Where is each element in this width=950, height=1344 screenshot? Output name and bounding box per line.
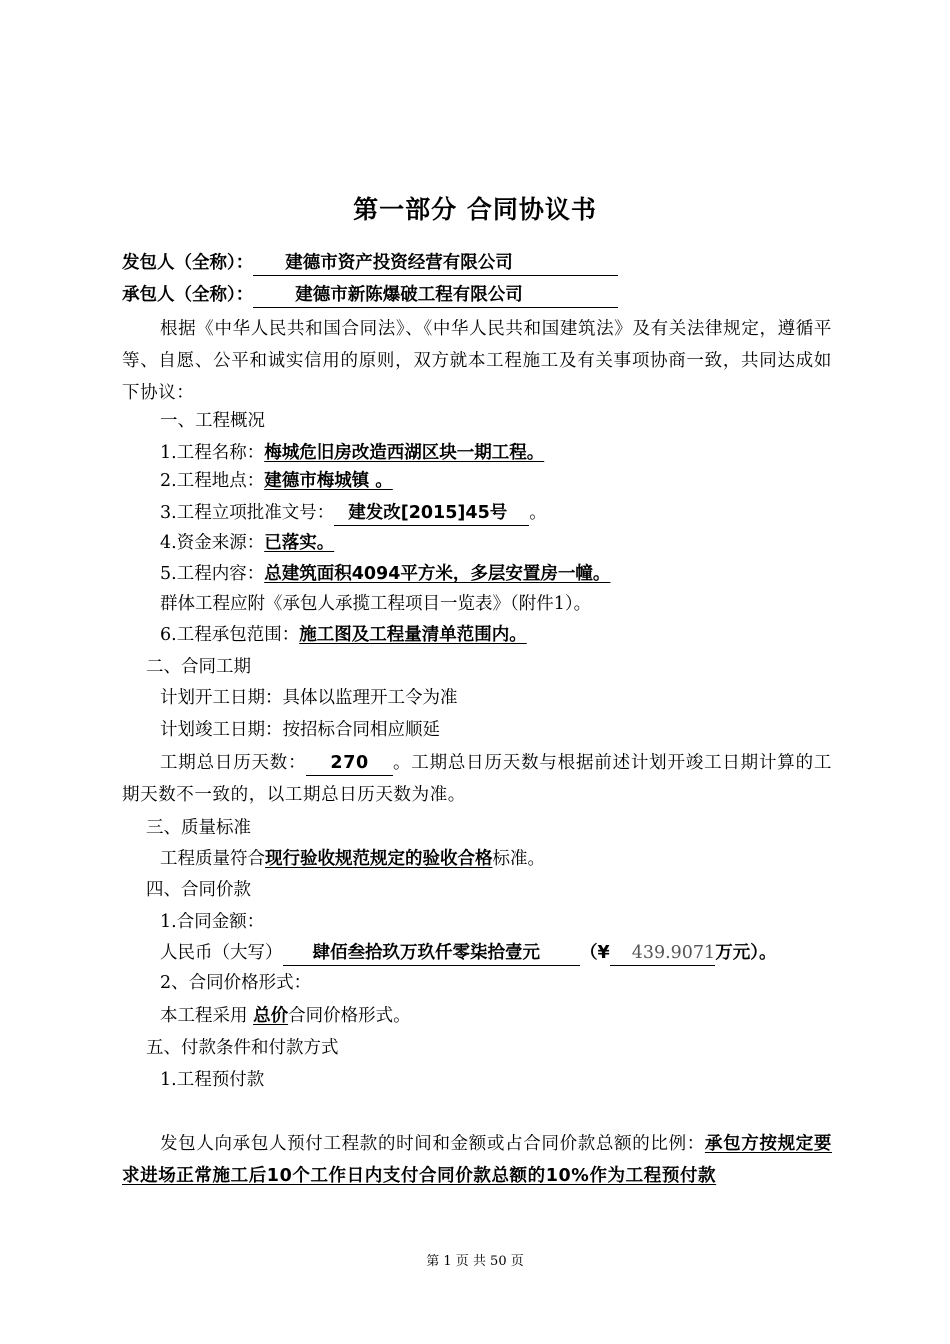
fund-line	[160, 528, 334, 558]
employer-value: 建德市资产投资经营有限公司	[253, 251, 618, 276]
project-name-value: 梅城危旧房改造西湖区块一期工程。	[264, 443, 545, 463]
fund-label: 4.资金来源：	[160, 533, 265, 553]
employer-label: 发包人（全称）：	[122, 253, 254, 273]
section-4-heading: 四、合同价款	[146, 880, 251, 900]
days-text: 。工期总日历天数与根据前述计划开竣工日期计算的工期天数不一致的，以工期总日历天数为准。	[122, 753, 832, 805]
yen-post: 万元）。	[715, 943, 777, 963]
planned-end: 计划竣工日期：按招标合同相应顺延	[160, 720, 440, 740]
rmb-label: 人民币（大写）	[160, 943, 283, 963]
price-form-line	[160, 1001, 411, 1031]
advance-payment-label: 1.工程预付款	[160, 1070, 265, 1090]
yen-value: 439.9071	[610, 941, 716, 966]
days-paragraph	[122, 747, 832, 811]
quality-post: 标准。	[492, 849, 545, 869]
rmb-line	[160, 938, 776, 968]
scope-label: 6.工程承包范围：	[160, 625, 300, 645]
advance-para-value: 承包方按规定要求进场正常施工后10个工作日内支付合同价款总额的10%作为工程预付款	[122, 1134, 833, 1186]
section-2-heading: 二、合同工期	[146, 657, 251, 677]
approval-end: 。	[529, 503, 547, 523]
section-5-heading: 五、付款条件和付款方式	[146, 1038, 339, 1058]
content-value: 总建筑面积4094平方米，多层安置房一幢。	[264, 564, 611, 584]
project-place-label: 2.工程地点：	[160, 471, 265, 491]
advance-paragraph	[122, 1128, 832, 1192]
price-form-post: 合同价格形式。	[288, 1006, 411, 1026]
fund-value: 已落实。	[264, 533, 335, 553]
intro-paragraph: 根据《中华人民共和国合同法》、《中华人民共和国建筑法》及有关法律规定，遵循平等、自愿、公平和诚实信用的原则，双方就本工程施工及有关事项协商一致，共同达成如下协议：	[122, 319, 832, 403]
quality-pre: 工程质量符合	[160, 849, 265, 869]
scope-value: 施工图及工程量清单范围内。	[299, 625, 527, 645]
content-line	[160, 559, 610, 589]
planned-start: 计划开工日期：具体以监理开工令为准	[160, 688, 458, 708]
price-form-value: 总价	[253, 1006, 289, 1026]
rmb-value: 肆佰叁拾玖万玖仟零柒拾壹元	[283, 941, 581, 966]
content-label: 5.工程内容：	[160, 564, 265, 584]
project-place-line	[160, 466, 393, 496]
quality-line	[160, 844, 545, 874]
price-form-pre: 本工程采用	[160, 1006, 248, 1026]
contractor-label: 承包人（全称）：	[122, 285, 254, 305]
price-form-label: 2、合同价格形式：	[160, 973, 312, 993]
project-name-line	[160, 438, 544, 468]
section-3-heading: 三、质量标准	[146, 818, 251, 838]
contractor-value: 建德市新陈爆破工程有限公司	[253, 283, 618, 308]
employer-line	[122, 248, 618, 278]
page-title: 第一部分 合同协议书	[353, 195, 597, 224]
contractor-line	[122, 280, 618, 310]
section-1-heading: 一、工程概况	[160, 411, 265, 431]
project-name-label: 1.工程名称：	[160, 443, 265, 463]
group-note: 群体工程应附《承包人承揽工程项目一览表》（附件1）。	[160, 594, 592, 614]
advance-para-pre: 发包人向承包人预付工程款的时间和金额或占合同价款总额的比例：	[160, 1134, 705, 1154]
approval-label: 3.工程立项批准文号：	[160, 503, 335, 523]
days-label: 工期总日历天数：	[160, 753, 307, 773]
page-footer: 第 1 页 共 50 页	[426, 1254, 524, 1269]
days-value: 270	[306, 751, 392, 776]
yen-pre: （¥	[580, 943, 610, 963]
quality-value: 现行验收规范规定的验收合格	[265, 849, 493, 869]
approval-line	[160, 498, 547, 528]
scope-line	[160, 620, 527, 650]
project-place-value: 建德市梅城镇 。	[264, 471, 393, 491]
amount-label: 1.合同金额：	[160, 912, 265, 932]
approval-value: 建发改[2015]45号	[334, 501, 529, 526]
